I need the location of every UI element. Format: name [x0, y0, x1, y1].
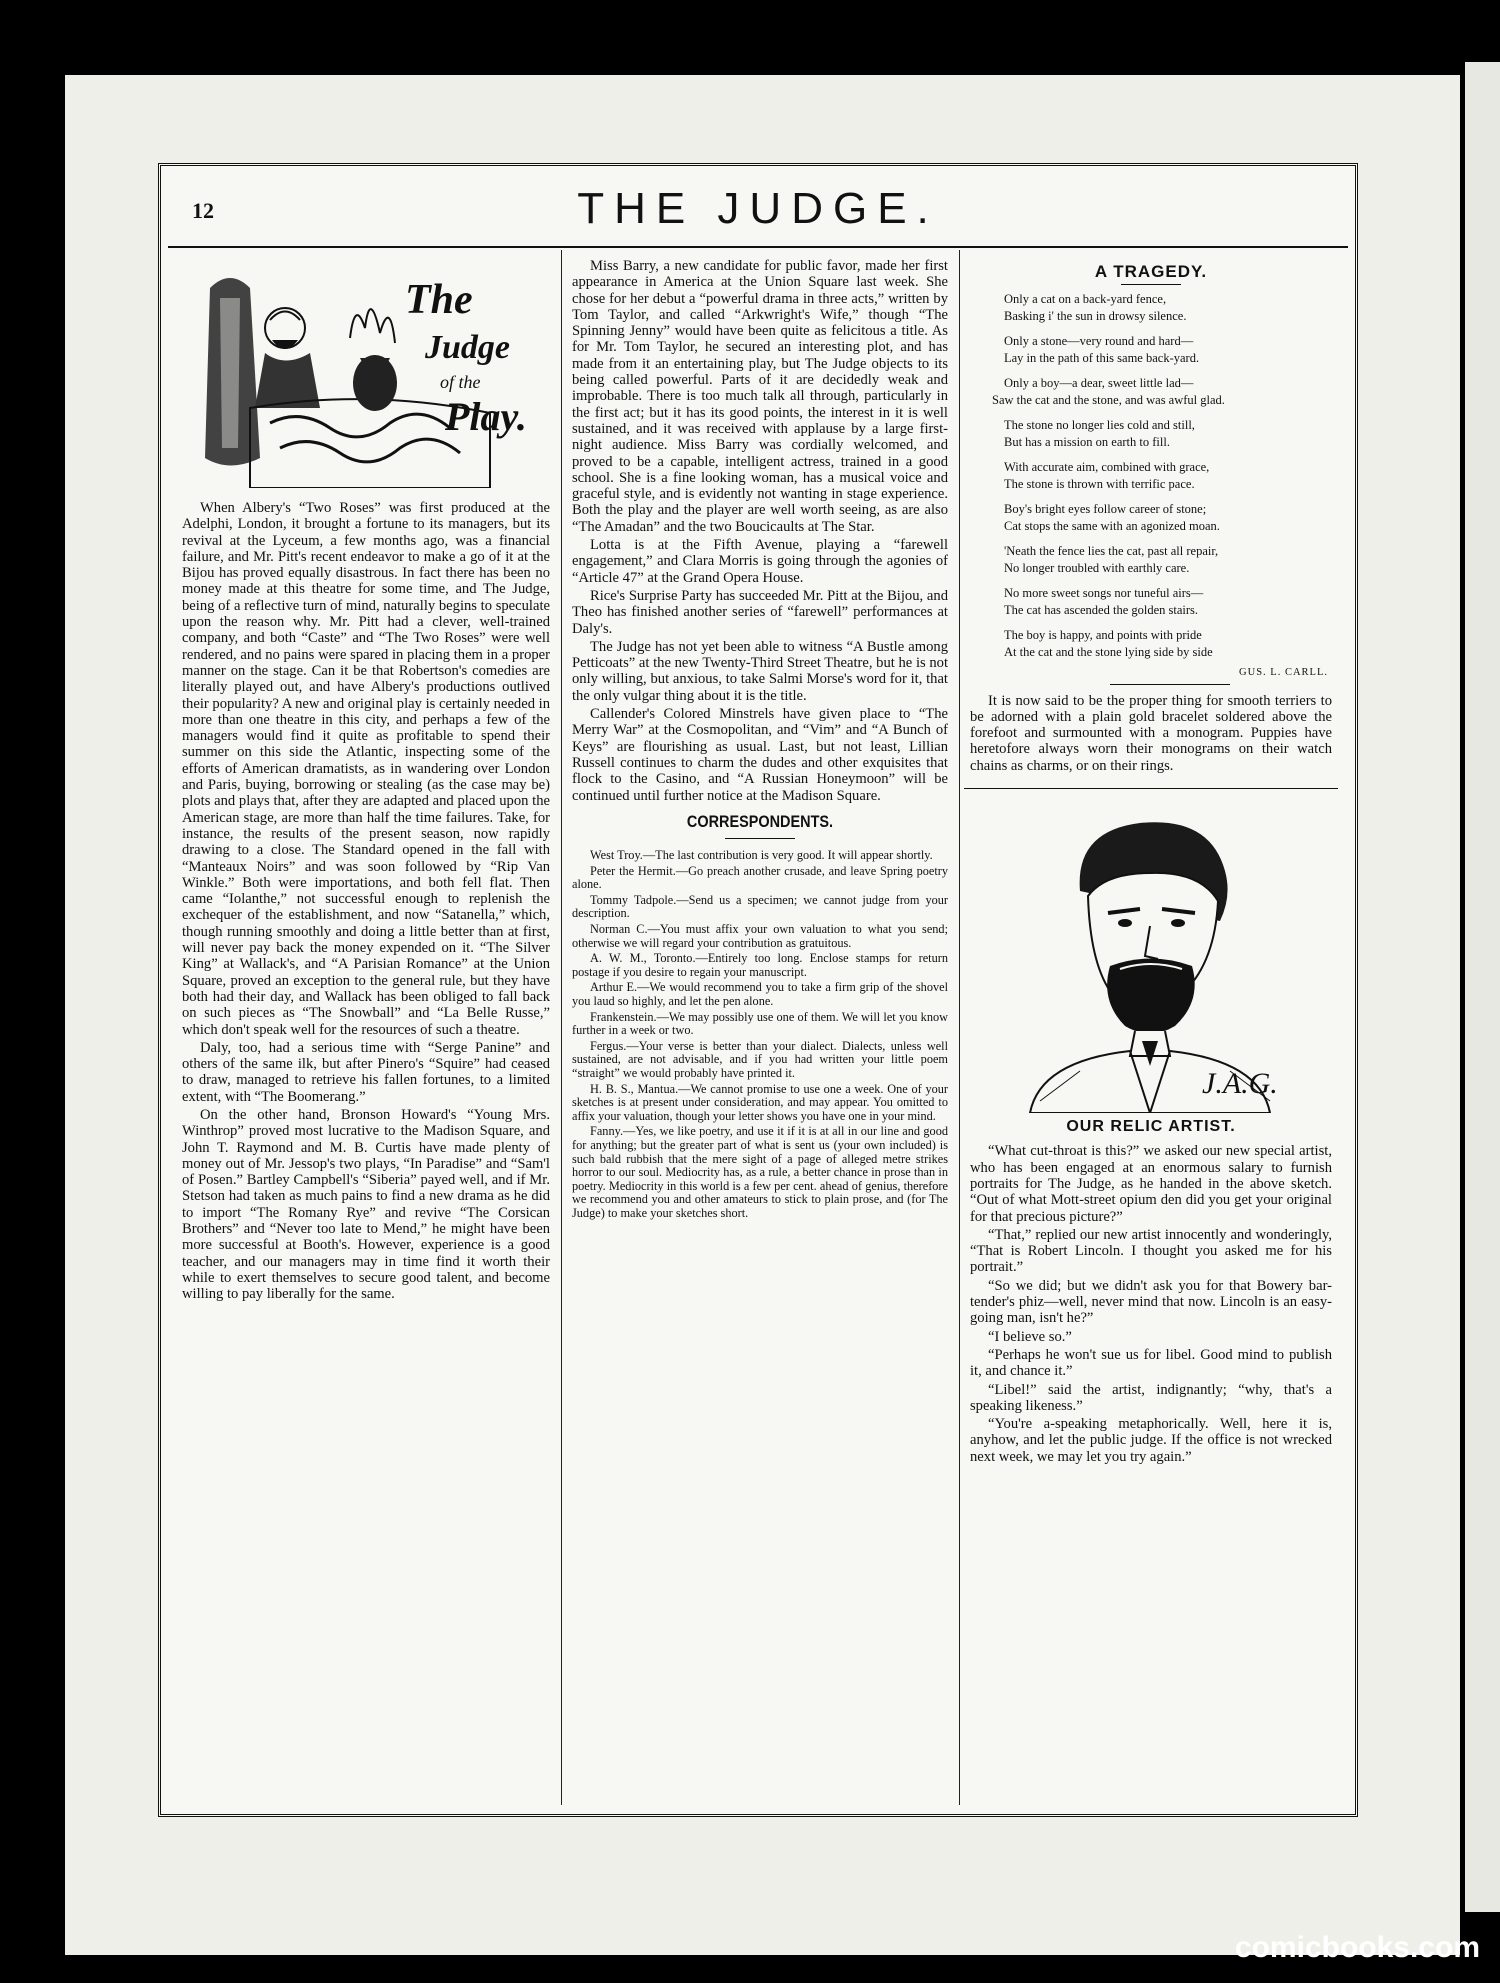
correspondent-entry: Tommy Tadpole.—Send us a specimen; we cannot judge from your description. — [572, 892, 948, 921]
column1-paragraph-3: On the other hand, Bronson Howard's “Young Mrs. Winthrop” proved most lucrative to the Madison Square, and John T. Raymond and M. B. Curtis have made plenty of money out of Mr. Jessop's two plays, “In Paradise” and “Sam'l of Posen.” Bartley Campbell's “Siberia” payed well, and if Mr. Stetson had taken as much pains to find a new drama as he did to import “The Romany Rye” and revive “The Corsican Brothers” and “Never too late to Mend,” he might have been more successful at Booth's. However, experience is a good teacher, and our managers may in time find it worth their while to exert themselves to secure good talent, and become willing to pay liberally for the same. — [182, 1106, 550, 1303]
poem-line: But has a mission on earth to fill. — [1004, 435, 1170, 450]
poem-line: The boy is happy, and points with pride — [1004, 628, 1202, 643]
poem-line: Saw the cat and the stone, and was awful glad. — [992, 393, 1225, 408]
poem-line: Lay in the path of this same back-yard. — [1004, 351, 1200, 366]
poem-stanza — [1004, 543, 1332, 577]
poem-line: 'Neath the fence lies the cat, past all repair, — [1004, 544, 1219, 559]
correspondents-heading: CORRESPONDENTS. — [686, 811, 834, 831]
correspondent-entry: Arthur E.—We would recommend you to take a firm grip of the shovel you laud so highly, and let the pen alone. — [572, 980, 948, 1009]
column2-paragraph-2: Lotta is at the Fifth Avenue, playing a “farewell engagement,” and Clara Morris is going through the agonies of “Article 47” at the Grand Opera House. — [572, 537, 948, 586]
correspondent-entry: Fanny.—Yes, we like poetry, and use it if it is at all in our line and good for anything; but the greater part of what is sent us (your own included) is such bald rubbish that the mere sight of a page of alleged metre strikes horror to our soul. Mediocrity has, as a rule, a better chance in prose than in poetry. Mediocrity in this world is a few per cent. ahead of genius, therefore we recommend you and other amateurs to stick to plain prose, and (for The Judge) to make your sketches short. — [572, 1124, 948, 1220]
column2-paragraph-4: The Judge has not yet been able to witness “A Bustle among Petticoats” at the new Twenty-Third Street Theatre, but he is not only willing, but anxious, to take Salmi Morse's word for it, that the only vulgar thing about it is the title. — [572, 638, 948, 704]
correspondent-entry: Peter the Hermit.—Go preach another crusade, and leave Spring poetry alone. — [572, 863, 948, 892]
poem-stanza — [1004, 501, 1332, 535]
portrait-signature: J.A.G. — [1202, 1067, 1278, 1101]
poem-body — [970, 291, 1332, 661]
poem-stanza — [1004, 333, 1332, 367]
relic-paragraph-7: “You're a-speaking metaphorically. Well, here it is, anyhow, and let the public judge. If the office is not wrecked next week, we may let you try again.” — [970, 1416, 1332, 1465]
correspondents-rule — [725, 838, 795, 839]
column-2 — [572, 258, 948, 1221]
column2-paragraph-3: Rice's Surprise Party has succeeded Mr. Pitt at the Bijou, and Theo has finished another series of “farewell” performances at Daly's. — [572, 587, 948, 637]
correspondent-entry: Frankenstein.—We may possibly use one of them. We will let you know further in a week or two. — [572, 1009, 948, 1038]
poem-line: Boy's bright eyes follow career of stone; — [1004, 502, 1207, 517]
relic-paragraph-2: “That,” replied our new artist innocently and wonderingly, “That is Robert Lincoln. I thought you asked me for his portrait.” — [970, 1226, 1332, 1276]
poem-line: Only a cat on a back-yard fence, — [1004, 292, 1167, 307]
correspondent-entry: West Troy.—The last contribution is very good. It will appear shortly. — [590, 848, 933, 863]
column2-paragraph-1: Miss Barry, a new candidate for public favor, made her first appearance in America at the Union Square last week. She chose for her debut a “powerful drama in three acts,” written by Tom Taylor, and called “Arkwright's Wife,” though “The Spinning Jenny” would have been quite as felicitous a title. As for Mr. Tom Taylor, he secured an interesting plot, and has made from it an entertaining play, but The Judge objects to its being called powerful. Parts of it are decidedly weak and improbable. There is too much talk all through, particularly in the first act; but it has its good points, the interest in it is well sustained, and it was received with applause by a large first-night audience. Miss Barry was cordially welcomed, and proved to be a capable, intelligent actress, trained in a good school. She is a fine looking woman, has a musical voice and graceful style, and is evidently not wanting in stage experience. Both the play and the player are well worth seeing, as are also “The Amadan” and the two Boucicaults at The Star. — [572, 258, 948, 535]
masthead — [168, 180, 1348, 238]
relic-artist-heading: OUR RELIC ARTIST. — [1066, 1118, 1236, 1136]
masthead-rule — [168, 246, 1348, 248]
poem-line: At the cat and the stone lying side by side — [1004, 645, 1213, 660]
poem-line: No more sweet songs nor tuneful airs— — [1004, 586, 1204, 601]
poem-line: Cat stops the same with an agonized moan. — [1004, 519, 1220, 534]
correspondent-entry: Norman C.—You must affix your own valuation to what you send; otherwise we will regard your contribution as gratuitous. — [572, 922, 948, 950]
poem-line: No longer troubled with earthly care. — [1004, 561, 1190, 576]
poem-line: With accurate aim, combined with grace, — [1004, 460, 1210, 475]
relic-artist-portrait-illustration — [970, 801, 1332, 1113]
relic-paragraph-6: “Libel!” said the artist, indignantly; “why, that's a speaking likeness.” — [970, 1381, 1332, 1414]
poem-stanza — [1004, 585, 1332, 619]
column-1 — [182, 258, 550, 1303]
poem-line: Basking i' the sun in drowsy silence. — [1004, 309, 1187, 324]
poem-line: Only a stone—very round and hard— — [1004, 334, 1194, 349]
relic-paragraph-3: “So we did; but we didn't ask you for that Bowery bar-tender's phiz—well, never mind that now. Lincoln is an easy-going man, isn't he?” — [970, 1277, 1332, 1327]
poem-line: The stone no longer lies cold and still, — [1004, 418, 1195, 433]
correspondent-entry: A. W. M., Toronto.—Entirely too long. Enclose stamps for return postage if you desire to regain your manuscript. — [572, 951, 948, 979]
poem-stanza — [1004, 627, 1332, 661]
column1-paragraph-2: Daly, too, had a serious time with “Serge Panine” and others of the same ilk, but after Pinero's “Squire” had ceased to draw, managed to retrieve his fallen fortunes, to a limited extent, with “The Boomerang.” — [182, 1039, 550, 1105]
svg-text:of the: of the — [440, 372, 481, 392]
column1-paragraph-1: When Albery's “Two Roses” was first produced at the Adelphi, London, it brought a fortune to its managers, but its revival at the Lyceum, a few months ago, was a financial failure, and Mr. Pitt's recent endeavor to make a go of it at the Bijou has proved equally disastrous. In fact there has been no money made at this theatre for some time, and The Judge, being of a reflective turn of mind, naturally begins to speculate upon the reason why. Mr. Pitt had a clever, well-trained company, and both “Caste” and “The Two Roses” were well rendered, and no pains were spared in placing them in a proper manner on the stage. Can it be that Robertson's comedies are literally played out, and have Albery's productions outlived their popularity? A new and original play is certainly needed in more than one theatre in this city, and perhaps a few of the managers would find it quite as profitable to spend their summer on this side the Atlantic, inspecting some of the efforts of American dramatists, as in wandering over London and Paris, buying, borrowing or stealing (as the case may be) plots and plays that, after they are adapted and placed upon the American stage, are more than half the time failures. Take, for instance, the results of the present season, now rapidly drawing to a close. The Standard opened in the fall with “Manteaux Noirs” and was soon followed by “Rip Van Winkle.” Both were importations, and both fell flat. Then came “Iolanthe,” not successful enough to replenish the exchequer of the establishment, and now “Satanella,” which, though running smoothly and doing a little better than at first, will never pay back the money expended on it. “The Silver King” at Wallack's, and “A Parisian Romance” at the Union Square, proved an exception to the general rule, but they have both had their day, and Wallack has been obliged to fall back on such pieces as “The Snowball” and “La Belle Russe,” which don't speak well for the resources of such a theatre. — [182, 500, 550, 1038]
correspondent-entry: Fergus.—Your verse is better than your dialect. Dialects, unless well sustained, are not advisable, and if you had written your little poem “straight” we would probably have printed it. — [572, 1038, 948, 1080]
terriers-paragraph: It is now said to be the proper thing for smooth terriers to be adorned with a plain gold bracelet soldered above the forefoot and surmounted with a monogram. Puppies have heretofore always worn their monograms on their watch chains as charms, or on their rings. — [970, 692, 1332, 774]
site-watermark: comicbooks.com — [1234, 1931, 1480, 1964]
masthead-title: THE JUDGE. — [577, 184, 939, 233]
column-divider-2 — [959, 250, 960, 1805]
page-number: 12 — [192, 198, 214, 223]
svg-text:Judge: Judge — [425, 329, 510, 366]
poem-title-rule — [1121, 284, 1181, 285]
poem-stanza — [1004, 417, 1332, 451]
poem-signature: GUS. L. CARLL. — [1239, 667, 1328, 679]
judge-of-the-play-illustration — [190, 258, 550, 488]
poem-line: The cat has ascended the golden stairs. — [1004, 603, 1199, 618]
poem-stanza — [1004, 291, 1332, 325]
poem-end-rule — [1110, 684, 1230, 685]
poem-stanza — [992, 375, 1332, 409]
svg-text:Play.: Play. — [445, 394, 527, 439]
svg-text:The: The — [405, 277, 473, 323]
poem-stanza — [1004, 459, 1332, 493]
column-divider-1 — [561, 250, 562, 1805]
adjacent-page-edge — [1465, 62, 1500, 1912]
column-3 — [970, 258, 1332, 1465]
relic-paragraph-4: “I believe so.” — [988, 1328, 1072, 1345]
poem-title: A TRAGEDY. — [1094, 262, 1208, 281]
poem-line: The stone is thrown with terrific pace. — [1004, 477, 1195, 492]
relic-paragraph-5: “Perhaps he won't sue us for libel. Good mind to publish it, and chance it.” — [970, 1346, 1332, 1380]
poem-line: Only a boy—a dear, sweet little lad— — [1004, 376, 1194, 391]
column2-paragraph-5: Callender's Colored Minstrels have given place to “The Merry War” at the Cosmopolitan, and “Vim” and “A Bunch of Keys” are flourishing as usual. Last, but not least, Lillian Russell continues to charm the dudes and other exquisites that flock to the Casino, and “A Russian Honeymoon” will be continued until further notice at the Madison Square. — [572, 706, 948, 804]
section-separator — [964, 788, 1338, 789]
correspondent-entry: H. B. S., Mantua.—We cannot promise to use one a week. One of your sketches is at present under consideration, and may appear. You omitted to affix your valuation, though your letter shows you have one in your mind. — [572, 1081, 948, 1123]
relic-paragraph-1: “What cut-throat is this?” we asked our new special artist, who has been engaged at an enormous salary to furnish portraits for The Judge, as he handed in the above sketch. “Out of what Mott-street opium den did you get your original for that precious picture?” — [970, 1143, 1332, 1225]
